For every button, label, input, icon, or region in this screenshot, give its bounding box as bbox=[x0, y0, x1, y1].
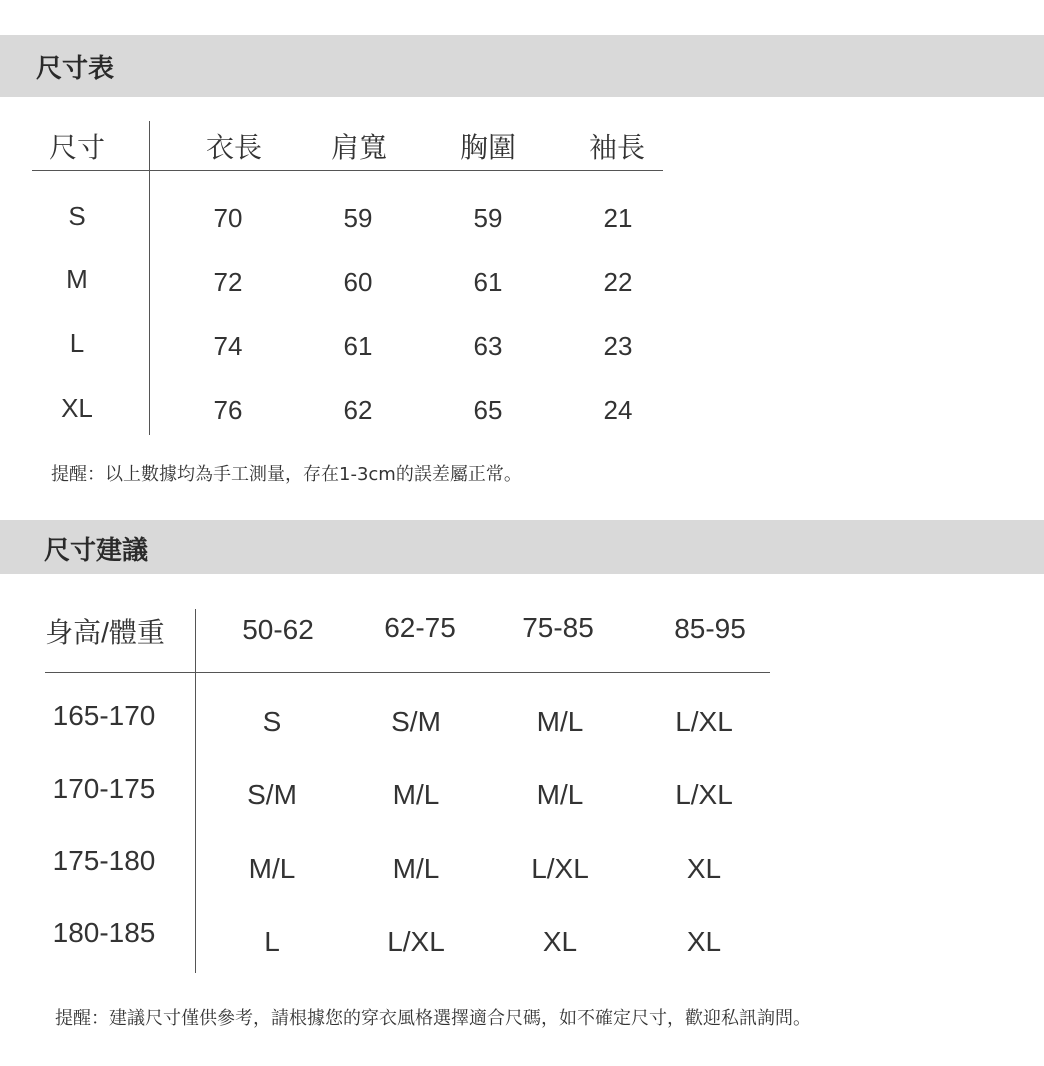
size-chart-header-size: 尺寸 bbox=[48, 131, 106, 164]
size-chart-title: 尺寸表 bbox=[36, 54, 115, 84]
size-chart-header-sleeve: 袖長 bbox=[588, 131, 646, 164]
size-chart-cell: 59 bbox=[343, 203, 373, 233]
size-chart-cell: L bbox=[69, 328, 85, 358]
size-advice-note: 提醒：建議尺寸僅供參考，請根據您的穿衣風格選擇適合尺碼，如不確定尺寸，歡迎私訊詢問。 bbox=[55, 1008, 811, 1029]
size-chart-cell: 72 bbox=[213, 267, 243, 297]
size-chart-header-band bbox=[0, 35, 1044, 97]
size-chart-cell: 60 bbox=[343, 267, 373, 297]
size-advice-cell: L/XL bbox=[531, 853, 589, 884]
size-advice-cell: L bbox=[264, 926, 280, 957]
size-advice-cell: L/XL bbox=[675, 779, 733, 810]
size-chart-cell: 61 bbox=[343, 331, 373, 361]
size-chart-cell: 23 bbox=[603, 331, 633, 361]
size-advice-cell: S/M bbox=[247, 779, 297, 810]
size-chart-cell: 74 bbox=[213, 331, 243, 361]
size-chart-cell: M bbox=[66, 264, 88, 294]
size-chart-cell: 22 bbox=[603, 267, 633, 297]
size-advice-cell: XL bbox=[542, 926, 578, 957]
size-advice-cell: L/XL bbox=[387, 926, 445, 957]
size-chart-cell: S bbox=[68, 201, 86, 231]
size-advice-cell: M/L bbox=[536, 706, 584, 737]
size-chart-cell: 70 bbox=[213, 203, 243, 233]
size-advice-cell: XL bbox=[686, 853, 722, 884]
size-chart-cell: 65 bbox=[473, 395, 503, 425]
size-advice-cell: S bbox=[262, 706, 282, 737]
size-chart-note: 提醒：以上數據均為手工測量，存在1-3cm的誤差屬正常。 bbox=[51, 464, 522, 485]
size-advice-cell: L/XL bbox=[675, 706, 733, 737]
size-chart-cell: 63 bbox=[473, 331, 503, 361]
size-chart-cell: 21 bbox=[603, 203, 633, 233]
size-advice-row-label: 170-175 bbox=[52, 773, 156, 804]
size-advice-header-height-weight: 身高/體重 bbox=[45, 617, 165, 648]
size-chart-header-shoulder: 肩寬 bbox=[330, 131, 388, 164]
size-chart-header-rule bbox=[32, 170, 663, 171]
size-advice-cell: S/M bbox=[391, 706, 441, 737]
size-chart-cell: 61 bbox=[473, 267, 503, 297]
size-advice-header-rule bbox=[45, 672, 770, 673]
size-advice-column-divider bbox=[195, 609, 196, 973]
size-chart-cell: 59 bbox=[473, 203, 503, 233]
size-chart-cell: 76 bbox=[213, 395, 243, 425]
size-advice-header-weight-4: 85-95 bbox=[674, 613, 746, 644]
size-chart-cell: 62 bbox=[343, 395, 373, 425]
size-advice-row-label: 165-170 bbox=[52, 700, 156, 731]
size-chart-header-length: 衣長 bbox=[205, 131, 263, 164]
size-chart-header-chest: 胸圍 bbox=[459, 131, 517, 164]
size-advice-cell: M/L bbox=[248, 853, 296, 884]
size-chart-column-divider bbox=[149, 121, 150, 435]
size-advice-row-label: 175-180 bbox=[52, 845, 156, 876]
size-advice-title: 尺寸建議 bbox=[44, 536, 149, 566]
size-advice-cell: M/L bbox=[392, 853, 440, 884]
size-chart-cell: 24 bbox=[603, 395, 633, 425]
size-advice-row-label: 180-185 bbox=[52, 917, 156, 948]
size-advice-cell: M/L bbox=[536, 779, 584, 810]
size-chart-cell: XL bbox=[61, 393, 93, 423]
size-advice-header-weight-1: 50-62 bbox=[242, 614, 314, 645]
size-advice-cell: M/L bbox=[392, 779, 440, 810]
size-advice-cell: XL bbox=[686, 926, 722, 957]
size-advice-header-weight-3: 75-85 bbox=[522, 612, 594, 643]
size-advice-header-band bbox=[0, 520, 1044, 574]
size-advice-header-weight-2: 62-75 bbox=[384, 612, 456, 643]
